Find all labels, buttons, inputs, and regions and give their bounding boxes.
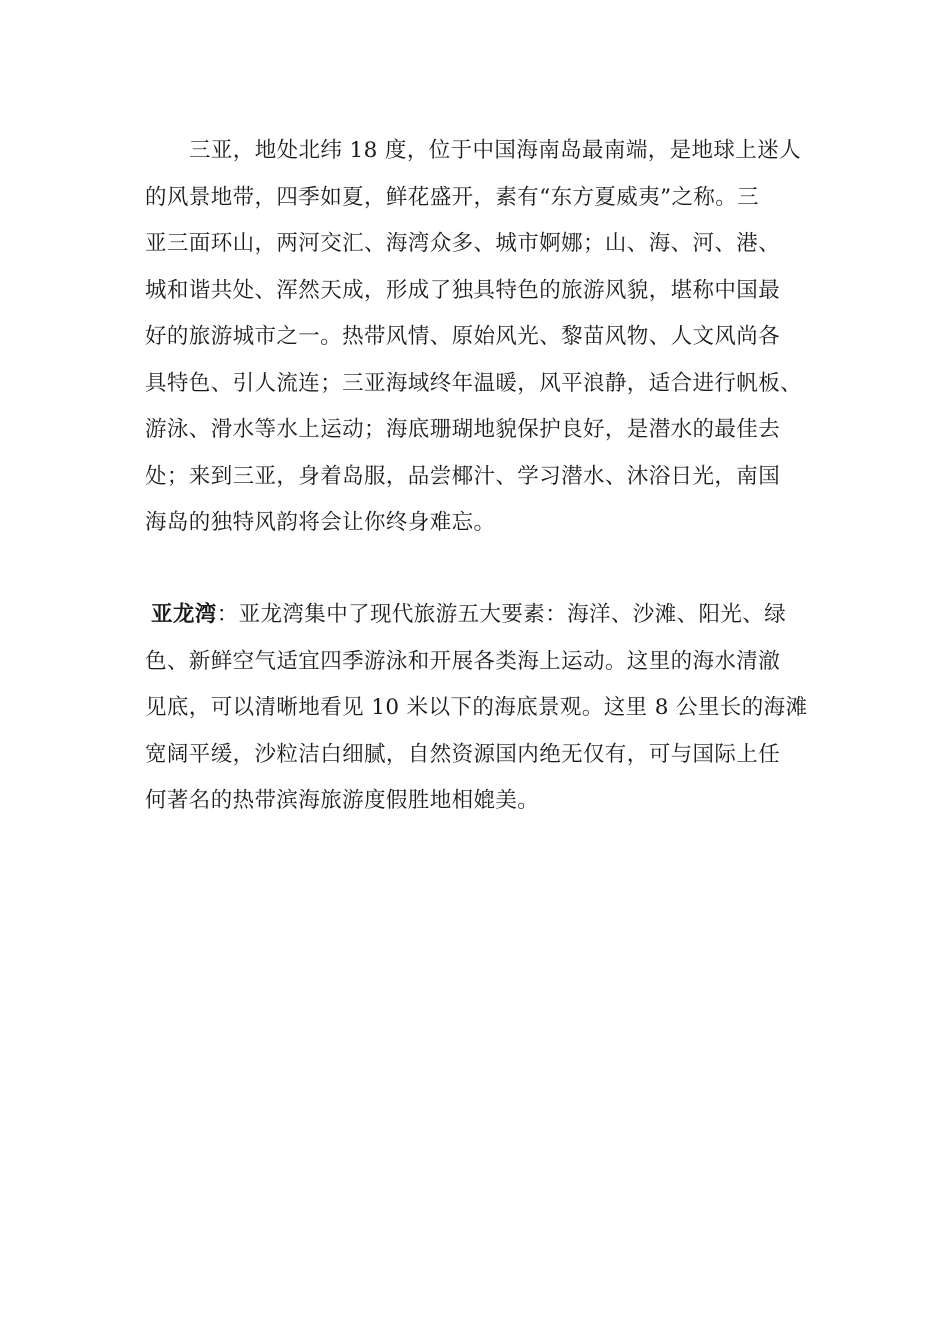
paragraph-yalong-bay: [145, 592, 810, 825]
paragraph-line: 城和谐共处、浑然天成，形成了独具特色的旅游风貌，堪称中国最: [145, 277, 781, 303]
paragraph-line: 好的旅游城市之一。热带风情、原始风光、黎苗风物、人文风尚各: [145, 324, 781, 349]
paragraph-first-line: [145, 592, 810, 639]
paragraph-line: 见底，可以清晰地看见 10 米以下的海底景观。这里 8 公里长的海滩: [145, 695, 808, 720]
section-label: 亚龙湾: [151, 602, 217, 627]
paragraph-line: 色、新鲜空气适宜四季游泳和开展各类海上运动。这里的海水清澈: [145, 648, 781, 674]
paragraph-line: 亚三面环山，两河交汇、海湾众多、城市婀娜；山、海、河、港、: [145, 231, 781, 256]
paragraph-line: 处；来到三亚，身着岛服，品尝椰汁、学习潜水、沐浴日光，南国: [145, 463, 781, 489]
paragraph-line: 游泳、滑水等水上运动；海底珊瑚地貌保护良好，是潜水的最佳去: [145, 417, 781, 442]
paragraph-line: 的风景地带，四季如夏，鲜花盛开，素有“东方夏威夷”之称。三: [145, 184, 760, 210]
paragraph-line: 三亚，地处北纬 18 度，位于中国海南岛最南端，是地球上迷人: [189, 138, 802, 163]
paragraph-line: 宽阔平缓，沙粒洁白细腻，自然资源国内绝无仅有，可与国际上任: [145, 741, 781, 767]
paragraph-line: 具特色、引人流连；三亚海域终年温暖，风平浪静，适合进行帆板、: [145, 370, 803, 396]
paragraph-sanya-intro: [145, 128, 810, 547]
section-label-colon: ：: [216, 602, 239, 627]
paragraph-line-text: 亚龙湾集中了现代旅游五大要素：海洋、沙滩、阳光、绿: [238, 602, 787, 627]
paragraph-line: 海岛的独特风韵将会让你终身难忘。: [145, 510, 496, 535]
paragraph-line: 何著名的热带滨海旅游度假胜地相媲美。: [145, 788, 540, 813]
